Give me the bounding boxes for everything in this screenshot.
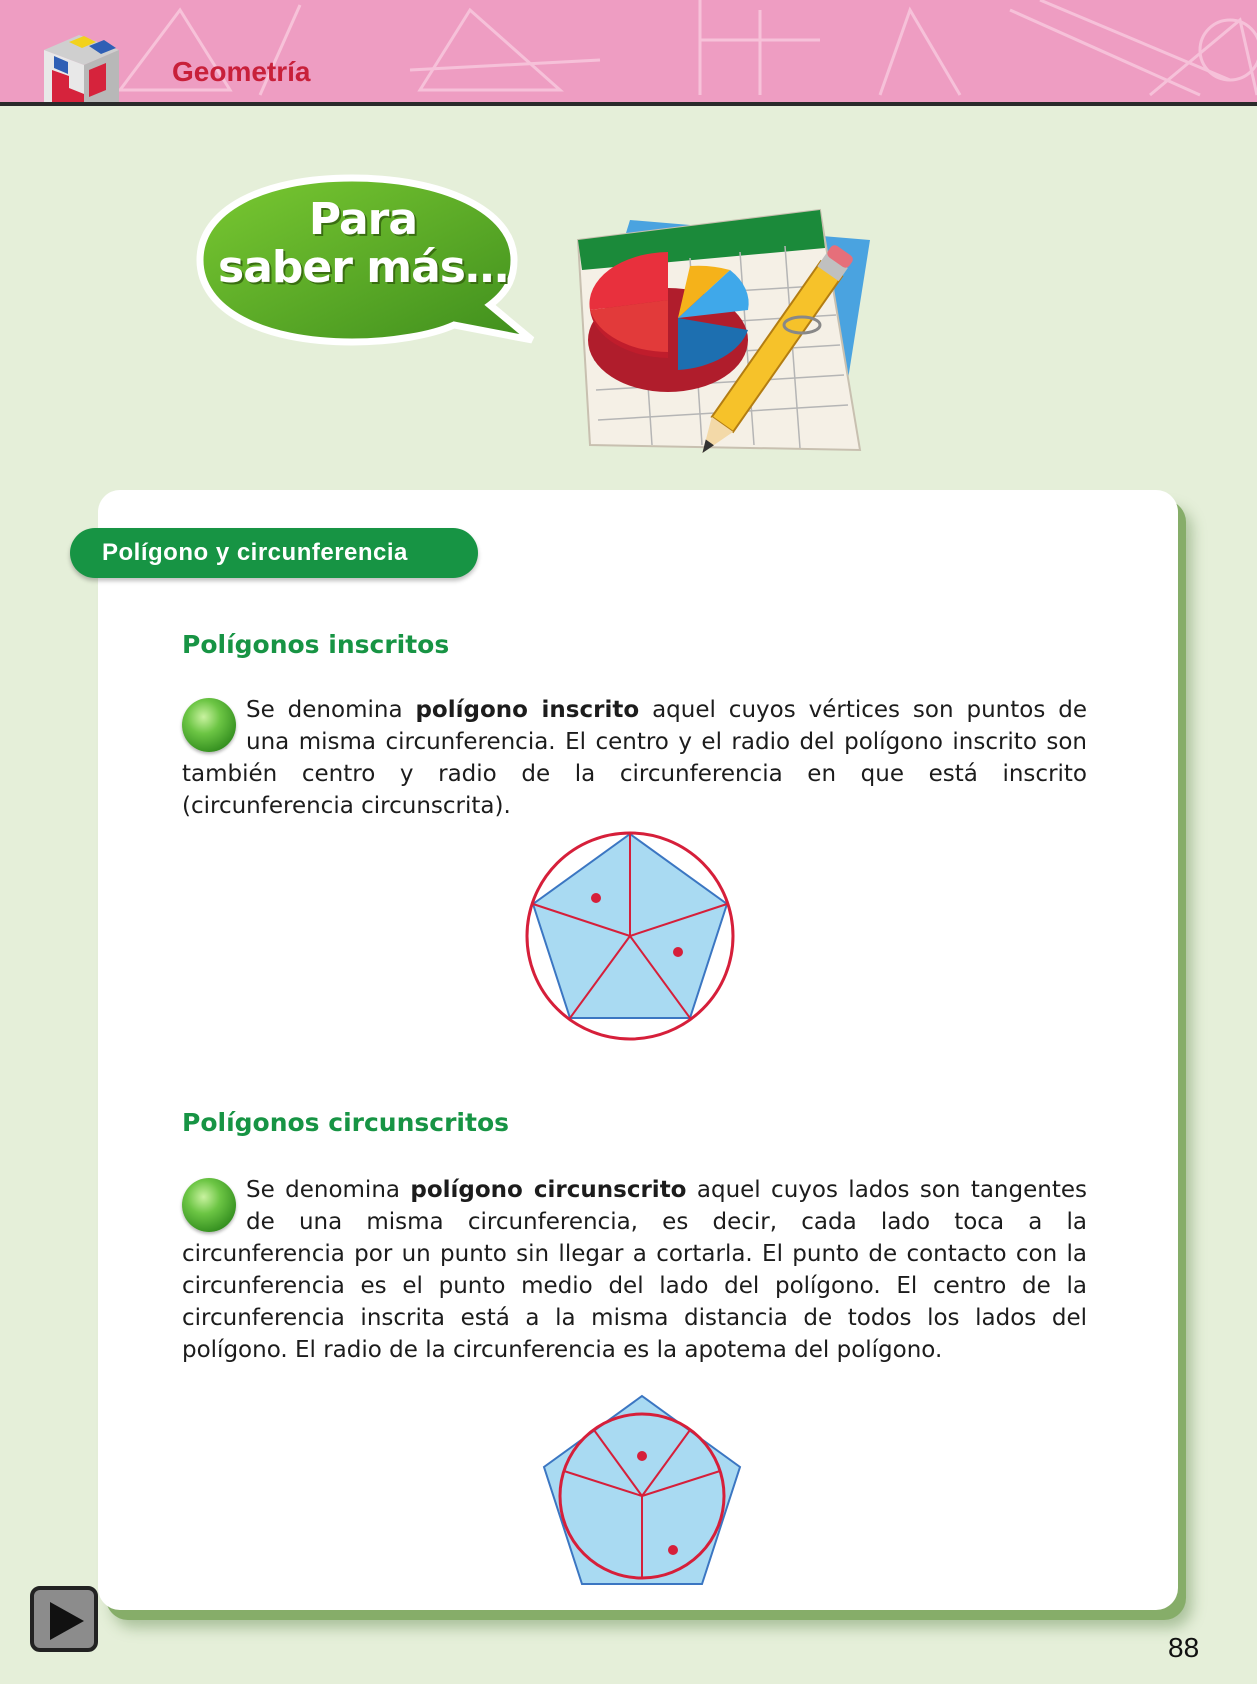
pie-chart-icon: [570, 200, 870, 480]
bullet-ball-icon: [182, 1178, 236, 1232]
page-header: [0, 0, 1257, 106]
bubble-line-1: Para: [308, 194, 418, 245]
bullet-ball-icon: [182, 698, 236, 752]
bubble-line-2: saber más…: [218, 242, 508, 293]
circumscribed-term: polígono circunscrito: [410, 1177, 687, 1203]
inscribed-polygon-figure: [520, 826, 740, 1046]
section-title: Polígono y circunferencia: [70, 528, 478, 578]
circumscribed-text-end: aquel cuyos lados son tangentes de una misma circunferencia, es decir, cada lado toca a la circunferencia por un punto sin llegar a cortarla. El punto de contacto con la circunferencia es el punto medio del lado del polígono. El centro de la circunferencia inscrita está a la misma distancia de todos los lados del polígono. El radio de la circunferencia es la apotema del polígono.: [182, 1177, 1087, 1363]
inscribed-term: polígono inscrito: [415, 697, 640, 723]
cube-logo-icon: [34, 30, 134, 106]
inscribed-paragraph: [182, 694, 1087, 822]
circumscribed-heading: Polígonos circunscritos: [182, 1108, 510, 1137]
circumscribed-paragraph: [182, 1174, 1087, 1366]
inscribed-text-end: aquel cuyos vértices son puntos de una misma circunferencia. El centro y el radio del polígono inscrito son también centro y radio de la circunferencia en que está inscrito (circunferencia circunscrita).: [182, 697, 1087, 819]
inscribed-text-start: Se denomina: [246, 697, 416, 723]
circumscribed-polygon-figure: [540, 1392, 744, 1588]
page-title: Geometría: [172, 56, 311, 87]
play-button[interactable]: [30, 1586, 98, 1652]
inscribed-heading: Polígonos inscritos: [182, 630, 450, 659]
page-number: 88: [1168, 1632, 1200, 1663]
bubble-title: [218, 196, 508, 292]
circumscribed-text-start: Se denomina: [246, 1177, 411, 1203]
